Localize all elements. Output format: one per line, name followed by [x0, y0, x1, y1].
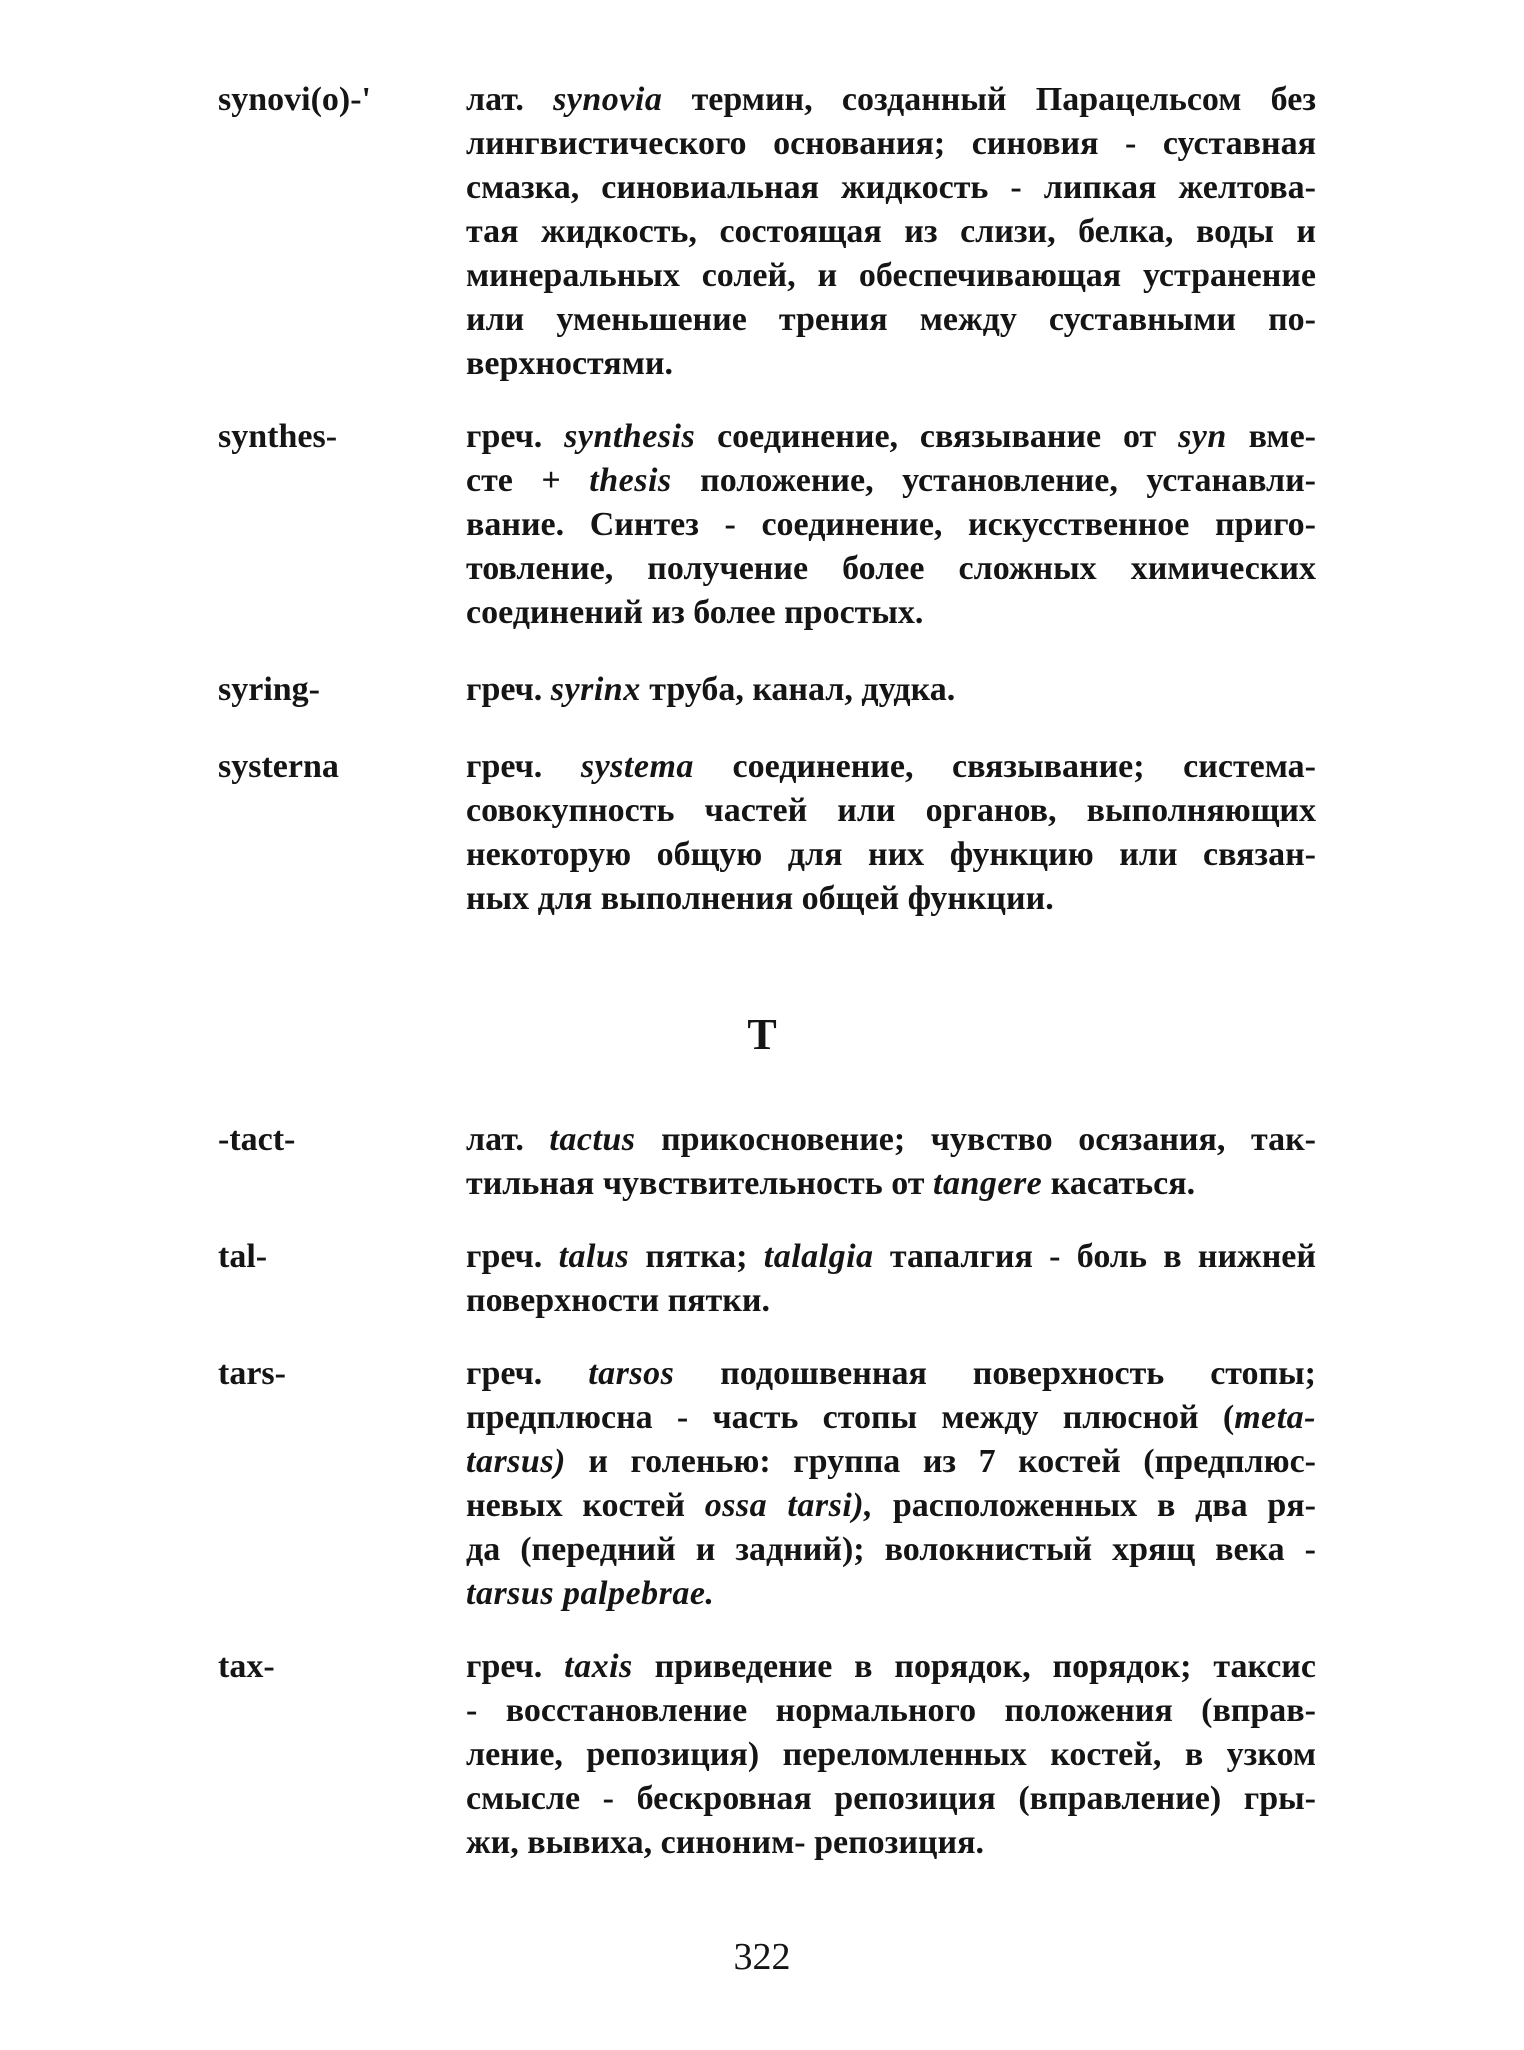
entry-term: tars- — [218, 1355, 286, 1392]
definition-text: предплюсна - часть стопы между плюсной ( — [466, 1399, 1235, 1436]
definition-text: некоторую общую для них функцию или связан- — [466, 836, 1316, 873]
definition-text: прикосновение; чувство осязания, так- — [635, 1121, 1317, 1158]
definition-text: тая жидкость, состоящая из слизи, белка, воды и — [466, 213, 1316, 250]
section-letter-heading: T — [747, 1010, 777, 1059]
definition-text: совокупность частей или органов, выполняющих — [466, 792, 1316, 829]
definition-line — [466, 166, 1316, 210]
entry-definition — [466, 1352, 1316, 1616]
definition-text: жи, вывиха, синоним- репозиция. — [466, 1824, 985, 1861]
definition-text: расположенных в два ря- — [873, 1487, 1317, 1524]
definition-text: смазка, синовиальная жидкость - липкая желтова- — [466, 169, 1316, 206]
definition-text: товление, получение более сложных химических — [466, 550, 1316, 587]
definition-text: греч. — [466, 1355, 589, 1392]
definition-text: сте + — [466, 462, 590, 499]
definition-line — [466, 1279, 1316, 1323]
definition-text: соединений из более простых. — [466, 594, 924, 631]
latin-term: tarsos — [588, 1355, 675, 1392]
definition-text: пятка; — [629, 1238, 764, 1275]
definition-text: греч. — [466, 1648, 565, 1685]
definition-text: соединение, связывание; система- — [693, 748, 1316, 785]
definition-line — [466, 789, 1316, 833]
definition-line — [466, 254, 1316, 298]
definition-line — [466, 1528, 1316, 1572]
latin-term: synthesis — [564, 418, 696, 455]
definition-text: греч. — [466, 671, 551, 708]
definition-line — [466, 668, 1316, 712]
definition-line — [466, 547, 1316, 591]
entry-definition — [466, 1645, 1316, 1865]
definition-text: лингвистического основания; синовия - суставная — [466, 125, 1316, 162]
definition-line — [466, 833, 1316, 877]
definition-text: смысле - бескровная репозиция (вправление) гры- — [466, 1780, 1316, 1817]
definition-text: греч. — [466, 418, 565, 455]
definition-text: ление, репозиция) переломленных костей, в узком — [466, 1736, 1316, 1773]
entry-term: tal- — [218, 1238, 268, 1275]
entry-definition — [466, 668, 1316, 712]
latin-term: meta- — [1234, 1399, 1316, 1436]
definition-text: поверхности пятки. — [466, 1282, 770, 1319]
latin-term: taxis — [564, 1648, 633, 1685]
latin-term: syrinx — [550, 671, 641, 708]
latin-term: syn — [1178, 418, 1227, 455]
definition-line — [466, 591, 1316, 635]
latin-term: tarsus palpebrae. — [466, 1575, 715, 1612]
definition-text: положение, установление, устанавли- — [671, 462, 1317, 499]
definition-text: или уменьшение трения между суставными по- — [466, 301, 1316, 338]
latin-term: tactus — [549, 1121, 636, 1158]
definition-text: верхностями. — [466, 345, 673, 382]
definition-line — [466, 415, 1316, 459]
definition-text: подошвенная поверхность стопы; — [674, 1355, 1316, 1392]
latin-term: ossa tarsi), — [704, 1487, 874, 1524]
definition-text: касаться. — [1042, 1165, 1196, 1202]
definition-text: греч. — [466, 748, 581, 785]
definition-line — [466, 122, 1316, 166]
definition-line — [466, 1821, 1316, 1865]
definition-line — [466, 1162, 1316, 1206]
definition-text: невых костей — [466, 1487, 705, 1524]
entry-definition — [466, 745, 1316, 921]
entry-term: tax- — [218, 1648, 275, 1685]
entry-definition — [466, 78, 1316, 386]
definition-line — [466, 342, 1316, 386]
definition-line — [466, 503, 1316, 547]
entry-term: syring- — [218, 671, 320, 708]
page-number: 322 — [733, 1936, 791, 1978]
definition-text: ных для выполнения общей функции. — [466, 880, 1054, 917]
entry-definition — [466, 1118, 1316, 1206]
definition-line — [466, 745, 1316, 789]
entry-term: synovi(o)-' — [218, 81, 371, 118]
definition-line — [466, 210, 1316, 254]
definition-text: вме- — [1226, 418, 1316, 455]
definition-line — [466, 298, 1316, 342]
definition-text: греч. — [466, 1238, 559, 1275]
definition-line — [466, 1235, 1316, 1279]
definition-text: минеральных солей, и обеспечивающая устранение — [466, 257, 1316, 294]
definition-text: и голенью: группа из 7 костей (предплюс- — [565, 1443, 1316, 1480]
definition-line — [466, 1352, 1316, 1396]
definition-text: - восстановление нормального положения (вправ- — [466, 1692, 1316, 1729]
definition-text: лат. — [466, 81, 554, 118]
definition-line — [466, 459, 1316, 503]
latin-term: thesis — [589, 462, 672, 499]
entry-term: systerna — [218, 748, 339, 785]
definition-line — [466, 78, 1316, 122]
definition-text: термин, созданный Парацельсом без — [662, 81, 1316, 118]
latin-term: synovia — [553, 81, 663, 118]
entry-definition — [466, 415, 1316, 635]
definition-line — [466, 1777, 1316, 1821]
definition-line — [466, 1440, 1316, 1484]
definition-text: лат. — [466, 1121, 550, 1158]
entry-term: synthes- — [218, 418, 338, 455]
definition-line — [466, 1572, 1316, 1616]
definition-text: соединение, связывание от — [695, 418, 1179, 455]
definition-line — [466, 1396, 1316, 1440]
definition-text: да (передний и задний); волокнистый хрящ века - — [466, 1531, 1316, 1568]
definition-line — [466, 1118, 1316, 1162]
definition-text: вание. Синтез - соединение, искусственное приго- — [466, 506, 1316, 543]
latin-term: tarsus) — [466, 1443, 566, 1480]
definition-line — [466, 1645, 1316, 1689]
latin-term: tangere — [933, 1165, 1043, 1202]
definition-text: тапалгия - боль в нижней — [873, 1238, 1316, 1275]
definition-text: приведение в порядок, порядок; таксис — [632, 1648, 1316, 1685]
definition-text: тильная чувствительность от — [466, 1165, 933, 1202]
latin-term: talus — [558, 1238, 630, 1275]
definition-line — [466, 1689, 1316, 1733]
latin-term: talalgia — [763, 1238, 874, 1275]
definition-line — [466, 1733, 1316, 1777]
definition-line — [466, 877, 1316, 921]
latin-term: systema — [580, 748, 694, 785]
definition-line — [466, 1484, 1316, 1528]
definition-text: труба, канал, дудка. — [640, 671, 956, 708]
entry-definition — [466, 1235, 1316, 1323]
entry-term: -tact- — [218, 1121, 296, 1158]
